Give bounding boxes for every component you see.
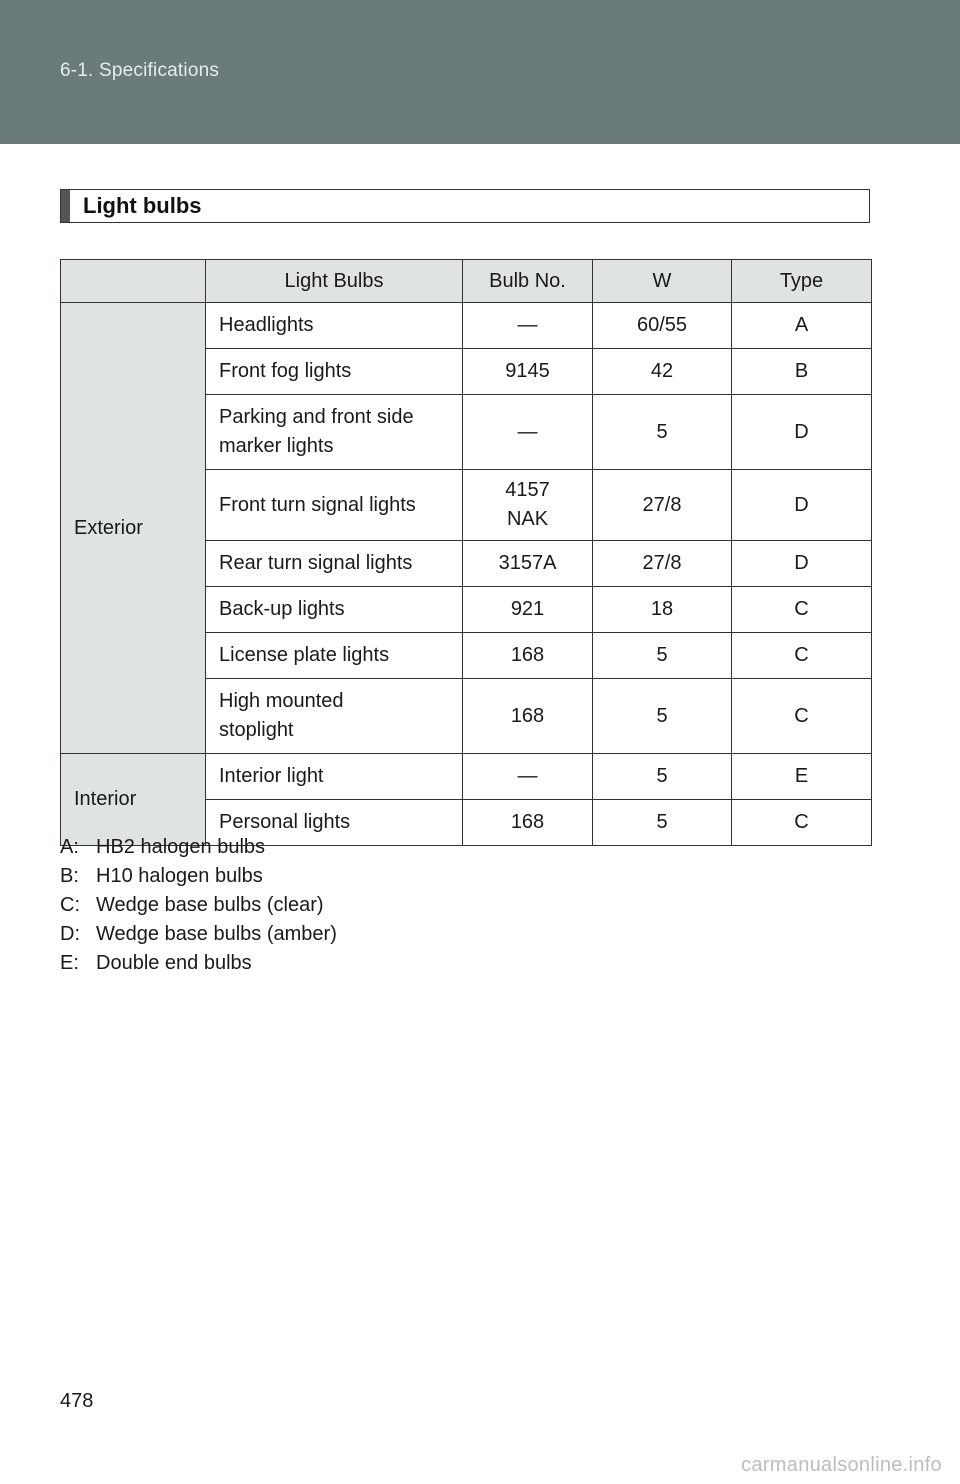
bulb-number-cell: — <box>463 754 593 800</box>
type-cell: D <box>732 470 872 541</box>
table-header-row <box>61 260 872 303</box>
bulb-name-cell: Front fog lights <box>206 349 463 395</box>
bulb-number-cell: 168 <box>463 800 593 846</box>
legend-key: D: <box>60 923 80 945</box>
bulb-name-cell: Parking and front side marker lights <box>206 395 463 470</box>
legend-item <box>60 920 337 949</box>
bulb-number-cell: 921 <box>463 587 593 633</box>
page-header <box>0 0 960 144</box>
wattage-cell: 18 <box>593 587 732 633</box>
type-cell: D <box>732 541 872 587</box>
wattage-cell: 60/55 <box>593 303 732 349</box>
type-cell: C <box>732 800 872 846</box>
wattage-cell: 27/8 <box>593 541 732 587</box>
bulb-name-cell: Headlights <box>206 303 463 349</box>
wattage-cell: 27/8 <box>593 470 732 541</box>
type-cell: C <box>732 587 872 633</box>
type-cell: C <box>732 679 872 754</box>
wattage-cell: 5 <box>593 395 732 470</box>
legend-text: Wedge base bulbs (amber) <box>96 923 337 945</box>
column-header-group <box>61 260 206 303</box>
wattage-cell: 5 <box>593 800 732 846</box>
bulb-name-cell: Personal lights <box>206 800 463 846</box>
bulb-number-cell: 9145 <box>463 349 593 395</box>
legend-key: A: <box>60 836 79 858</box>
column-header-bulb-no: Bulb No. <box>463 260 593 303</box>
bulb-name-cell: Front turn signal lights <box>206 470 463 541</box>
legend-text: Wedge base bulbs (clear) <box>96 894 324 916</box>
column-header-type: Type <box>732 260 872 303</box>
page-number: 478 <box>60 1390 94 1412</box>
light-bulbs-table <box>60 259 872 846</box>
legend-item <box>60 833 337 862</box>
legend-text: Double end bulbs <box>96 952 252 974</box>
bulb-number-cell: 168 <box>463 679 593 754</box>
bulb-name-cell: Rear turn signal lights <box>206 541 463 587</box>
bulb-name-cell: Interior light <box>206 754 463 800</box>
bulb-number-cell: 168 <box>463 633 593 679</box>
legend-text: H10 halogen bulbs <box>96 865 263 887</box>
bulb-name-cell: High mounted stoplight <box>206 679 463 754</box>
watermark: carmanualsonline.info <box>741 1454 942 1476</box>
bulb-number-cell: 3157A <box>463 541 593 587</box>
legend-key: B: <box>60 865 79 887</box>
breadcrumb: 6-1. Specifications <box>60 60 220 81</box>
bulb-number-cell: — <box>463 303 593 349</box>
legend-key: E: <box>60 952 79 974</box>
group-cell-exterior: Exterior <box>61 303 206 754</box>
bulb-name-cell: License plate lights <box>206 633 463 679</box>
table-row <box>61 754 872 800</box>
type-cell: D <box>732 395 872 470</box>
group-cell-interior: Interior <box>61 754 206 846</box>
bulb-number-cell: — <box>463 395 593 470</box>
wattage-cell: 5 <box>593 679 732 754</box>
bulb-type-legend <box>60 833 337 978</box>
legend-item <box>60 862 337 891</box>
type-cell: B <box>732 349 872 395</box>
wattage-cell: 5 <box>593 754 732 800</box>
type-cell: A <box>732 303 872 349</box>
column-header-watts: W <box>593 260 732 303</box>
type-cell: E <box>732 754 872 800</box>
legend-item <box>60 949 337 978</box>
bulb-number-cell: 4157 NAK <box>463 470 593 541</box>
legend-item <box>60 891 337 920</box>
bulb-name-cell: Back-up lights <box>206 587 463 633</box>
column-header-light-bulbs: Light Bulbs <box>206 260 463 303</box>
wattage-cell: 42 <box>593 349 732 395</box>
wattage-cell: 5 <box>593 633 732 679</box>
section-accent-bar <box>61 190 70 222</box>
legend-key: C: <box>60 894 80 916</box>
type-cell: C <box>732 633 872 679</box>
legend-text: HB2 halogen bulbs <box>96 836 266 858</box>
section-title: Light bulbs <box>83 193 202 218</box>
table-row <box>61 303 872 349</box>
section-heading <box>60 189 870 223</box>
